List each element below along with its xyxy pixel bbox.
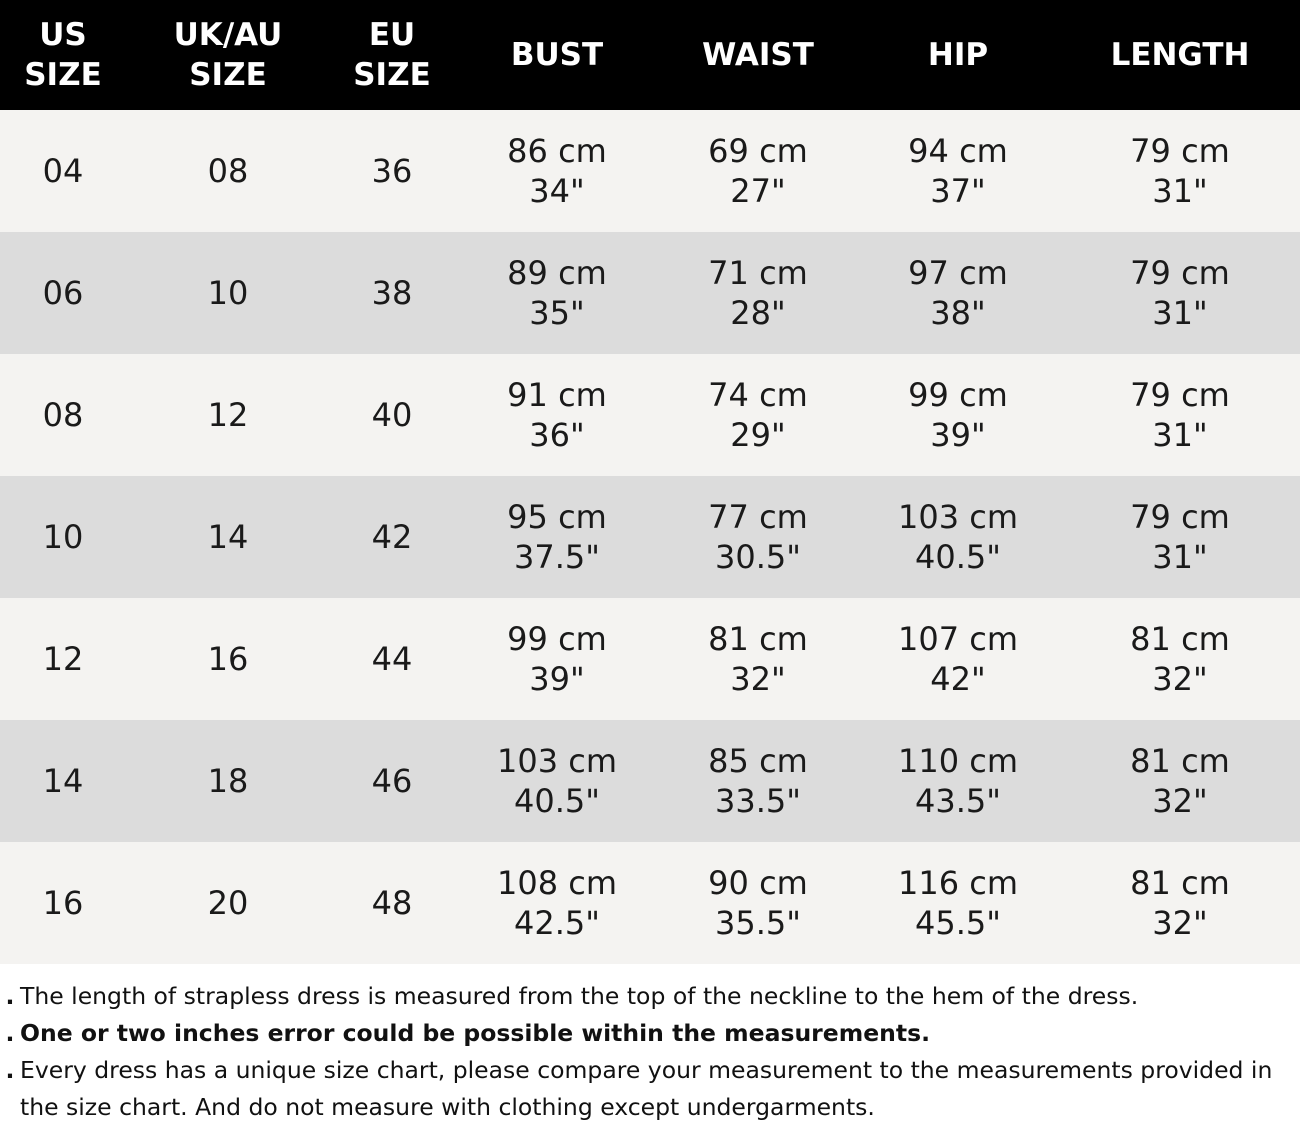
bullet-icon: .: [5, 1056, 15, 1084]
header-row: [0, 0, 1300, 110]
cell-value-inches: 43.5": [915, 782, 1001, 820]
table-cell-bust: [454, 110, 660, 232]
cell-value: 81 cm: [1130, 864, 1230, 902]
cell-value: 108 cm: [496, 864, 617, 902]
table-cell-hip: [856, 354, 1060, 476]
cell-value-inches: 42": [930, 660, 986, 698]
cell-value: 103 cm: [496, 742, 617, 780]
table-cell-eu-size: [330, 354, 454, 476]
table-cell-waist: [660, 354, 856, 476]
table-row: [0, 476, 1300, 598]
cell-value: 12: [42, 640, 84, 678]
cell-value: 38: [371, 274, 413, 312]
cell-value: 79 cm: [1130, 376, 1230, 414]
cell-value: 81 cm: [1130, 620, 1230, 658]
cell-value-inches: 32": [1152, 782, 1208, 820]
cell-value: 79 cm: [1130, 498, 1230, 536]
table-cell-uk-au-size: [126, 842, 330, 964]
cell-value: 46: [371, 762, 413, 800]
cell-value-inches: 36": [529, 416, 585, 454]
table-cell-waist: [660, 110, 856, 232]
table-cell-us-size: [0, 598, 126, 720]
cell-value-inches: 35.5": [715, 904, 801, 942]
table-cell-bust: [454, 842, 660, 964]
cell-value: 103 cm: [897, 498, 1018, 536]
table-cell-waist: [660, 842, 856, 964]
table-cell-hip: [856, 842, 1060, 964]
table-cell-eu-size: [330, 842, 454, 964]
column-header-text: US: [39, 17, 87, 53]
table-cell-hip: [856, 720, 1060, 842]
table-cell-hip: [856, 232, 1060, 354]
cell-value: 99 cm: [507, 620, 607, 658]
column-header-waist: [660, 0, 856, 110]
column-header-bust: [454, 0, 660, 110]
table-cell-uk-au-size: [126, 232, 330, 354]
cell-value-inches: 33.5": [715, 782, 801, 820]
cell-value: 81 cm: [708, 620, 808, 658]
cell-value: 36: [371, 152, 413, 190]
table-body: [0, 110, 1300, 964]
table-cell-length: [1060, 842, 1300, 964]
cell-value-inches: 31": [1152, 172, 1208, 210]
cell-value: 95 cm: [507, 498, 607, 536]
bullet-icon: .: [5, 1019, 15, 1047]
table-cell-eu-size: [330, 232, 454, 354]
cell-value: 94 cm: [908, 132, 1008, 170]
cell-value-inches: 29": [730, 416, 786, 454]
cell-value: 79 cm: [1130, 254, 1230, 292]
column-header-text: LENGTH: [1110, 37, 1250, 73]
cell-value: 110 cm: [897, 742, 1018, 780]
cell-value: 90 cm: [708, 864, 808, 902]
cell-value: 85 cm: [708, 742, 808, 780]
column-header-text: WAIST: [702, 37, 814, 73]
cell-value: 71 cm: [708, 254, 808, 292]
cell-value-inches: 38": [930, 294, 986, 332]
table-cell-hip: [856, 110, 1060, 232]
cell-value: 42: [371, 518, 413, 556]
column-header-uk-au-size: [126, 0, 330, 110]
table-cell-hip: [856, 598, 1060, 720]
cell-value-inches: 31": [1152, 294, 1208, 332]
table-cell-bust: [454, 598, 660, 720]
table-cell-bust: [454, 354, 660, 476]
column-header-text: SIZE: [24, 57, 102, 93]
size-notes: [0, 964, 1300, 1126]
table-cell-length: [1060, 232, 1300, 354]
column-header-length: [1060, 0, 1300, 110]
cell-value-inches: 37": [930, 172, 986, 210]
cell-value-inches: 42.5": [514, 904, 600, 942]
table-cell-uk-au-size: [126, 720, 330, 842]
table-row: [0, 354, 1300, 476]
cell-value: 116 cm: [897, 864, 1018, 902]
cell-value: 97 cm: [908, 254, 1008, 292]
table-cell-bust: [454, 476, 660, 598]
cell-value-inches: 45.5": [915, 904, 1001, 942]
table-cell-uk-au-size: [126, 598, 330, 720]
table-cell-us-size: [0, 720, 126, 842]
column-header-text: EU: [368, 17, 416, 53]
cell-value: 16: [42, 884, 84, 922]
table-cell-eu-size: [330, 598, 454, 720]
table-cell-length: [1060, 476, 1300, 598]
cell-value-inches: 40.5": [915, 538, 1001, 576]
cell-value-inches: 34": [529, 172, 585, 210]
table-cell-length: [1060, 598, 1300, 720]
cell-value-inches: 28": [730, 294, 786, 332]
cell-value: 08: [42, 396, 84, 434]
table-row: [0, 232, 1300, 354]
cell-value: 48: [371, 884, 413, 922]
note-item: [0, 978, 1300, 1015]
table-cell-length: [1060, 354, 1300, 476]
cell-value: 08: [207, 152, 249, 190]
table-row: [0, 842, 1300, 964]
column-header-text: HIP: [927, 37, 989, 73]
cell-value: 16: [207, 640, 249, 678]
note-text: Every dress has a unique size chart, please compare your measurement to the measurements provided in the size chart. And do not measure with clothing except undergarments.: [20, 1056, 1273, 1121]
table-cell-eu-size: [330, 110, 454, 232]
cell-value-inches: 32": [1152, 904, 1208, 942]
cell-value: 69 cm: [708, 132, 808, 170]
cell-value: 18: [207, 762, 249, 800]
cell-value: 91 cm: [507, 376, 607, 414]
table-cell-us-size: [0, 842, 126, 964]
table-cell-bust: [454, 720, 660, 842]
column-header-text: UK/AU: [173, 17, 283, 53]
cell-value-inches: 31": [1152, 416, 1208, 454]
column-header-text: SIZE: [189, 57, 267, 93]
note-text: The length of strapless dress is measured from the top of the neckline to the hem of the dress.: [20, 982, 1139, 1010]
table-cell-us-size: [0, 110, 126, 232]
cell-value: 44: [371, 640, 413, 678]
column-header-eu-size: [330, 0, 454, 110]
table-cell-bust: [454, 232, 660, 354]
column-header-text: BUST: [510, 37, 604, 73]
cell-value: 10: [207, 274, 249, 312]
cell-value: 10: [42, 518, 84, 556]
cell-value-inches: 31": [1152, 538, 1208, 576]
table-cell-us-size: [0, 476, 126, 598]
table-cell-eu-size: [330, 720, 454, 842]
cell-value-inches: 27": [730, 172, 786, 210]
table-cell-uk-au-size: [126, 476, 330, 598]
cell-value: 74 cm: [708, 376, 808, 414]
table-row: [0, 720, 1300, 842]
cell-value-inches: 35": [529, 294, 585, 332]
table-cell-waist: [660, 720, 856, 842]
column-header-text: SIZE: [353, 57, 431, 93]
table-cell-uk-au-size: [126, 110, 330, 232]
cell-value: 77 cm: [708, 498, 808, 536]
table-cell-waist: [660, 598, 856, 720]
table-cell-us-size: [0, 232, 126, 354]
note-item: [0, 1015, 1300, 1052]
cell-value: 20: [207, 884, 249, 922]
cell-value: 14: [42, 762, 84, 800]
cell-value: 06: [42, 274, 84, 312]
cell-value: 86 cm: [507, 132, 607, 170]
cell-value: 81 cm: [1130, 742, 1230, 780]
cell-value: 99 cm: [908, 376, 1008, 414]
cell-value-inches: 40.5": [514, 782, 600, 820]
bullet-icon: .: [5, 982, 15, 1010]
cell-value-inches: 37.5": [514, 538, 600, 576]
table-cell-length: [1060, 720, 1300, 842]
cell-value: 12: [207, 396, 249, 434]
table-cell-uk-au-size: [126, 354, 330, 476]
cell-value: 40: [371, 396, 413, 434]
table-cell-eu-size: [330, 476, 454, 598]
cell-value-inches: 39": [529, 660, 585, 698]
cell-value-inches: 39": [930, 416, 986, 454]
table-row: [0, 598, 1300, 720]
note-item: [0, 1052, 1300, 1126]
cell-value-inches: 32": [730, 660, 786, 698]
note-text: One or two inches error could be possible within the measurements.: [20, 1019, 931, 1047]
cell-value-inches: 32": [1152, 660, 1208, 698]
column-header-hip: [856, 0, 1060, 110]
cell-value: 89 cm: [507, 254, 607, 292]
cell-value: 04: [42, 152, 84, 190]
cell-value: 107 cm: [897, 620, 1018, 658]
cell-value: 14: [207, 518, 249, 556]
column-header-us-size: [0, 0, 126, 110]
table-cell-waist: [660, 476, 856, 598]
table-cell-us-size: [0, 354, 126, 476]
table-row: [0, 110, 1300, 232]
table-cell-length: [1060, 110, 1300, 232]
table-cell-waist: [660, 232, 856, 354]
cell-value: 79 cm: [1130, 132, 1230, 170]
cell-value-inches: 30.5": [715, 538, 801, 576]
table-cell-hip: [856, 476, 1060, 598]
